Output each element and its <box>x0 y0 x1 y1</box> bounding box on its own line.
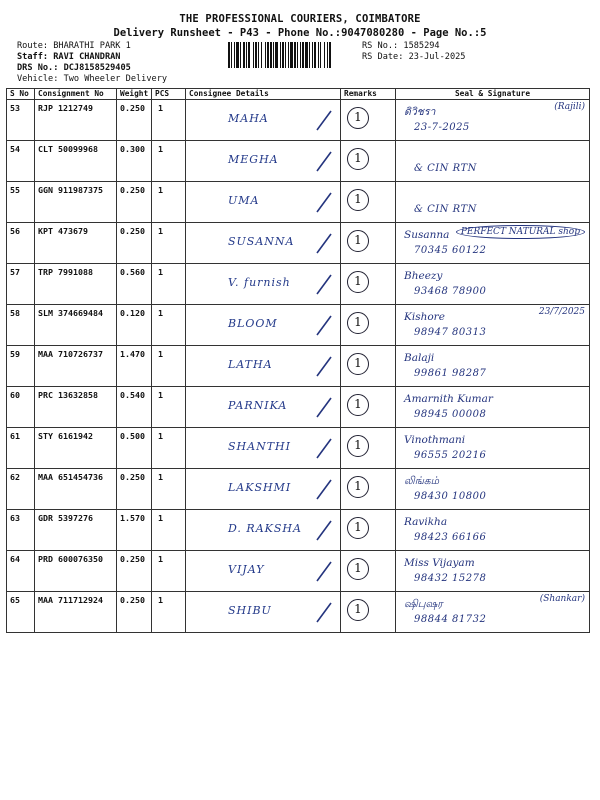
col-weight: Weight <box>117 89 152 100</box>
row-seal-signature <box>396 428 590 469</box>
row-sno: 55 <box>7 182 35 223</box>
signature-name: Susanna <box>404 229 450 241</box>
row-remarks <box>341 428 396 469</box>
signature-name: ஷிபுஷர <box>404 598 443 610</box>
tick-mark-icon <box>314 436 334 462</box>
row-sno: 64 <box>7 551 35 592</box>
col-sno: S No <box>7 89 35 100</box>
consignee-name: LATHA <box>228 358 273 371</box>
consignee-name: SUSANNA <box>228 235 295 248</box>
remark-circle: 1 <box>347 353 369 375</box>
col-consignment: Consignment No <box>35 89 117 100</box>
tick-mark-icon <box>314 354 334 380</box>
row-weight: 0.300 <box>117 141 152 182</box>
table-row <box>7 100 590 141</box>
consignee-name: VIJAY <box>228 563 265 576</box>
row-weight: 0.250 <box>117 223 152 264</box>
remark-circle: 1 <box>347 435 369 457</box>
signature-phone: 93468 78900 <box>414 286 487 297</box>
signature-phone: 98945 00008 <box>414 409 487 420</box>
remark-circle: 1 <box>347 189 369 211</box>
table-row <box>7 428 590 469</box>
signature-name: Amarnith Kumar <box>404 393 493 405</box>
barcode <box>228 42 356 68</box>
row-consignment-no: MAA 711712924 <box>35 592 117 633</box>
signature-phone: 98844 81732 <box>414 614 487 625</box>
table-row <box>7 387 590 428</box>
col-consignee: Consignee Details <box>186 89 341 100</box>
row-consignee <box>186 305 341 346</box>
signature-name: Miss Vijayam <box>404 557 475 569</box>
table-header-row <box>7 89 590 100</box>
remark-circle: 1 <box>347 107 369 129</box>
signature-name: Ravikha <box>404 516 448 528</box>
route-label: Route: BHARATHI PARK 1 <box>17 41 131 51</box>
table-row <box>7 592 590 633</box>
row-seal-signature <box>396 305 590 346</box>
vehicle-label: Vehicle: Two Wheeler Delivery <box>17 74 168 84</box>
row-pcs: 1 <box>152 182 186 223</box>
row-seal-signature <box>396 510 590 551</box>
drs-label: DRS No.: DCJ8158529405 <box>17 63 131 73</box>
row-remarks <box>341 510 396 551</box>
row-pcs: 1 <box>152 428 186 469</box>
consignee-name: UMA <box>228 194 260 207</box>
row-sno: 63 <box>7 510 35 551</box>
row-weight: 0.120 <box>117 305 152 346</box>
tick-mark-icon <box>314 149 334 175</box>
row-sno: 54 <box>7 141 35 182</box>
signature-name: லிங்கம் <box>404 475 440 487</box>
row-seal-signature <box>396 182 590 223</box>
row-consignment-no: MAA 651454736 <box>35 469 117 510</box>
remark-circle: 1 <box>347 599 369 621</box>
signature-name: Kishore <box>404 311 445 323</box>
consignee-name: SHANTHI <box>228 440 291 453</box>
row-consignment-no: PRD 600076350 <box>35 551 117 592</box>
table-row <box>7 346 590 387</box>
row-weight: 0.500 <box>117 428 152 469</box>
row-remarks <box>341 346 396 387</box>
signature-note: (Shankar) <box>539 594 585 604</box>
row-pcs: 1 <box>152 305 186 346</box>
signature-name: Vinothmani <box>404 434 466 446</box>
row-remarks <box>341 182 396 223</box>
row-consignment-no: GGN 911987375 <box>35 182 117 223</box>
row-remarks <box>341 592 396 633</box>
row-consignee <box>186 428 341 469</box>
table-row <box>7 551 590 592</box>
remark-circle: 1 <box>347 230 369 252</box>
row-sno: 62 <box>7 469 35 510</box>
row-weight: 1.570 <box>117 510 152 551</box>
row-weight: 0.250 <box>117 182 152 223</box>
row-weight: 0.250 <box>117 551 152 592</box>
table-row <box>7 182 590 223</box>
signature-phone: & CIN RTN <box>414 204 477 215</box>
row-weight: 1.470 <box>117 346 152 387</box>
row-weight: 0.250 <box>117 592 152 633</box>
signature-note: 23/7/2025 <box>538 307 585 317</box>
signature-phone: 99861 98287 <box>414 368 487 379</box>
rs-number-label: RS No.: 1585294 <box>362 41 440 51</box>
row-pcs: 1 <box>152 346 186 387</box>
row-consignment-no: STY 6161942 <box>35 428 117 469</box>
signature-name: ดิวิชรา <box>404 106 436 118</box>
remark-circle: 1 <box>347 517 369 539</box>
signature-note: PERFECT NATURAL shop <box>456 225 585 239</box>
row-consignee <box>186 510 341 551</box>
row-seal-signature <box>396 469 590 510</box>
row-pcs: 1 <box>152 141 186 182</box>
row-seal-signature <box>396 592 590 633</box>
signature-phone: 98947 80313 <box>414 327 487 338</box>
signature-name: Bheezy <box>404 270 443 282</box>
table-row <box>7 264 590 305</box>
table-row <box>7 223 590 264</box>
row-consignment-no: TRP 7991088 <box>35 264 117 305</box>
signature-phone: 70345 60122 <box>414 245 487 256</box>
row-seal-signature <box>396 141 590 182</box>
runsheet-table <box>6 88 590 633</box>
row-consignee <box>186 346 341 387</box>
row-weight: 0.250 <box>117 469 152 510</box>
remark-circle: 1 <box>347 476 369 498</box>
table-row <box>7 469 590 510</box>
remark-circle: 1 <box>347 312 369 334</box>
row-seal-signature <box>396 100 590 141</box>
tick-mark-icon <box>314 477 334 503</box>
row-pcs: 1 <box>152 100 186 141</box>
row-sno: 61 <box>7 428 35 469</box>
row-seal-signature <box>396 223 590 264</box>
row-seal-signature <box>396 551 590 592</box>
consignee-name: LAKSHMI <box>228 481 292 494</box>
remark-circle: 1 <box>347 394 369 416</box>
row-consignee <box>186 223 341 264</box>
tick-mark-icon <box>314 559 334 585</box>
row-pcs: 1 <box>152 223 186 264</box>
consignee-name: PARNIKA <box>228 399 288 412</box>
row-sno: 59 <box>7 346 35 387</box>
signature-phone: 23-7-2025 <box>414 122 470 133</box>
row-pcs: 1 <box>152 469 186 510</box>
row-consignee <box>186 100 341 141</box>
row-weight: 0.250 <box>117 100 152 141</box>
signature-phone: 98432 15278 <box>414 573 487 584</box>
row-remarks <box>341 551 396 592</box>
consignee-name: D. RAKSHA <box>228 522 302 535</box>
consignee-name: MEGHA <box>228 153 279 166</box>
consignee-name: V. furnish <box>228 276 291 289</box>
row-remarks <box>341 100 396 141</box>
row-weight: 0.560 <box>117 264 152 305</box>
tick-mark-icon <box>314 231 334 257</box>
row-consignee <box>186 141 341 182</box>
row-weight: 0.540 <box>117 387 152 428</box>
tick-mark-icon <box>314 313 334 339</box>
row-remarks <box>341 469 396 510</box>
row-sno: 58 <box>7 305 35 346</box>
tick-mark-icon <box>314 272 334 298</box>
row-sno: 53 <box>7 100 35 141</box>
signature-phone: 96555 20216 <box>414 450 487 461</box>
row-sno: 56 <box>7 223 35 264</box>
row-seal-signature <box>396 387 590 428</box>
tick-mark-icon <box>314 108 334 134</box>
tick-mark-icon <box>314 395 334 421</box>
row-remarks <box>341 305 396 346</box>
row-consignment-no: CLT 50099968 <box>35 141 117 182</box>
row-pcs: 1 <box>152 551 186 592</box>
signature-note: (Rajili) <box>554 102 585 112</box>
consignee-name: MAHA <box>228 112 269 125</box>
row-sno: 65 <box>7 592 35 633</box>
remark-circle: 1 <box>347 271 369 293</box>
row-pcs: 1 <box>152 592 186 633</box>
consignee-name: SHIBU <box>228 604 272 617</box>
tick-mark-icon <box>314 518 334 544</box>
row-consignment-no: GDR 5397276 <box>35 510 117 551</box>
row-consignment-no: SLM 374669484 <box>35 305 117 346</box>
row-seal-signature <box>396 264 590 305</box>
row-consignee <box>186 551 341 592</box>
row-consignee <box>186 469 341 510</box>
col-pcs: PCS <box>152 89 186 100</box>
row-seal-signature <box>396 346 590 387</box>
row-sno: 60 <box>7 387 35 428</box>
row-sno: 57 <box>7 264 35 305</box>
row-pcs: 1 <box>152 510 186 551</box>
table-row <box>7 305 590 346</box>
table-row <box>7 141 590 182</box>
consignee-name: BLOOM <box>228 317 278 330</box>
company-title: THE PROFESSIONAL COURIERS, COIMBATORE <box>179 13 421 25</box>
row-consignee <box>186 592 341 633</box>
col-remarks: Remarks <box>341 89 396 100</box>
remark-circle: 1 <box>347 558 369 580</box>
remark-circle: 1 <box>347 148 369 170</box>
row-remarks <box>341 223 396 264</box>
row-consignee <box>186 182 341 223</box>
col-signature: Seal & Signature <box>396 89 590 100</box>
rs-date-label: RS Date: 23-Jul-2025 <box>362 52 466 62</box>
tick-mark-icon <box>314 190 334 216</box>
row-pcs: 1 <box>152 387 186 428</box>
row-consignment-no: RJP 1212749 <box>35 100 117 141</box>
table-row <box>7 510 590 551</box>
runsheet-subtitle: Delivery Runsheet - P43 - Phone No.:9047080280 - Page No.:5 <box>113 27 487 39</box>
row-consignment-no: MAA 710726737 <box>35 346 117 387</box>
tick-mark-icon <box>314 600 334 626</box>
row-consignment-no: PRC 13632858 <box>35 387 117 428</box>
signature-phone: 98430 10800 <box>414 491 487 502</box>
row-consignee <box>186 264 341 305</box>
row-consignee <box>186 387 341 428</box>
row-consignment-no: KPT 473679 <box>35 223 117 264</box>
row-remarks <box>341 264 396 305</box>
row-remarks <box>341 141 396 182</box>
signature-phone: 98423 66166 <box>414 532 487 543</box>
signature-name: Balaji <box>404 352 435 364</box>
signature-phone: & CIN RTN <box>414 163 477 174</box>
row-pcs: 1 <box>152 264 186 305</box>
staff-label: Staff: RAVI CHANDRAN <box>17 52 121 62</box>
row-remarks <box>341 387 396 428</box>
